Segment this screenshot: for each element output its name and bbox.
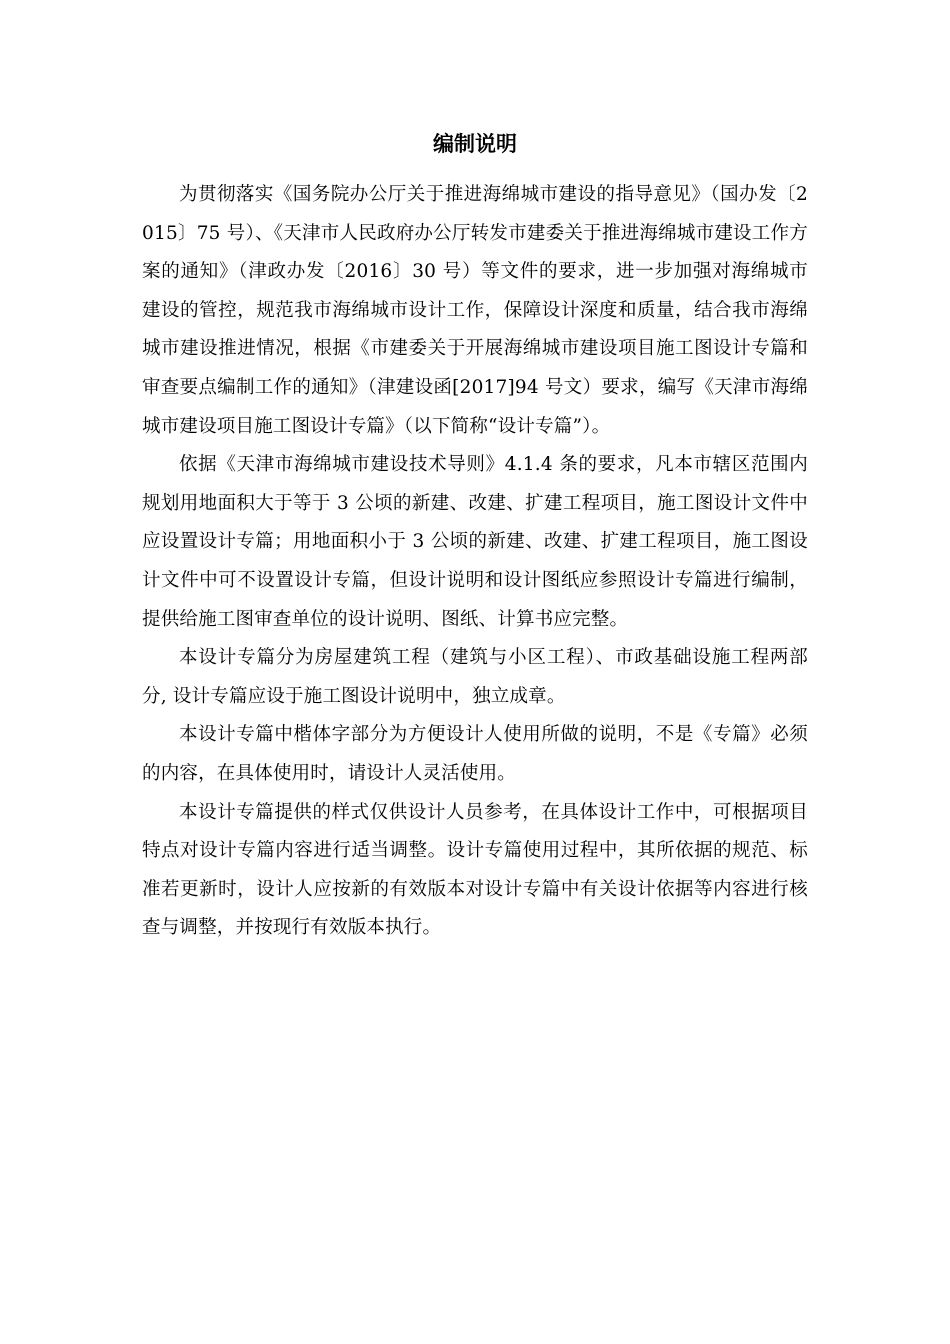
document-body <box>142 176 808 948</box>
paragraph-kaiti-note: 本设计专篇中楷体字部分为方便设计人使用所做的说明，不是《专篇》必须的内容，在具体使用时，请设计人灵活使用。 <box>142 724 808 784</box>
paragraph-structure: 本设计专篇分为房屋建筑工程（建筑与小区工程）、市政基础设施工程两部分, 设计专篇应设于施工图设计说明中，独立成章。 <box>142 647 808 707</box>
paragraph-applicability: 依据《天津市海绵城市建设技术导则》4.1.4 条的要求，凡本市辖区范围内规划用地面积大于等于 3 公顷的新建、改建、扩建工程项目，施工图设计文件中应设置设计专篇；用地面积小于 3 公顷的新建、改建、扩建工程项目，施工图设计文件中可不设置设计专篇，但设计说明和设计图纸应参照设计专篇进行编制，提供给施工图审查单位的设计说明、图纸、计算书应完整。 <box>142 454 808 630</box>
page-title: 编制说明 <box>433 132 517 156</box>
paragraph-background: 为贯彻落实《国务院办公厅关于推进海绵城市建设的指导意见》（国办发〔2015〕75 号）、《天津市人民政府办公厅转发市建委关于推进海绵城市建设工作方案的通知》（津政办发〔2016〕30 号）等文件的要求，进一步加强对海绵城市建设的管控，规范我市海绵城市设计工作，保障设计深度和质量，结合我市海绵城市建设推进情况，根据《市建委关于开展海绵城市建设项目施工图设计专篇和审查要点编制工作的通知》（津建设函[2017]94 号文）要求，编写《天津市海绵城市建设项目施工图设计专篇》（以下简称“设计专篇”）。 <box>142 184 808 437</box>
paragraph-usage-note: 本设计专篇提供的样式仅供设计人员参考，在具体设计工作中，可根据项目特点对设计专篇内容进行适当调整。设计专篇使用过程中，其所依据的规范、标准若更新时，设计人应按新的有效版本对设计专篇中有关设计依据等内容进行核查与调整，并按现行有效版本执行。 <box>142 801 808 939</box>
